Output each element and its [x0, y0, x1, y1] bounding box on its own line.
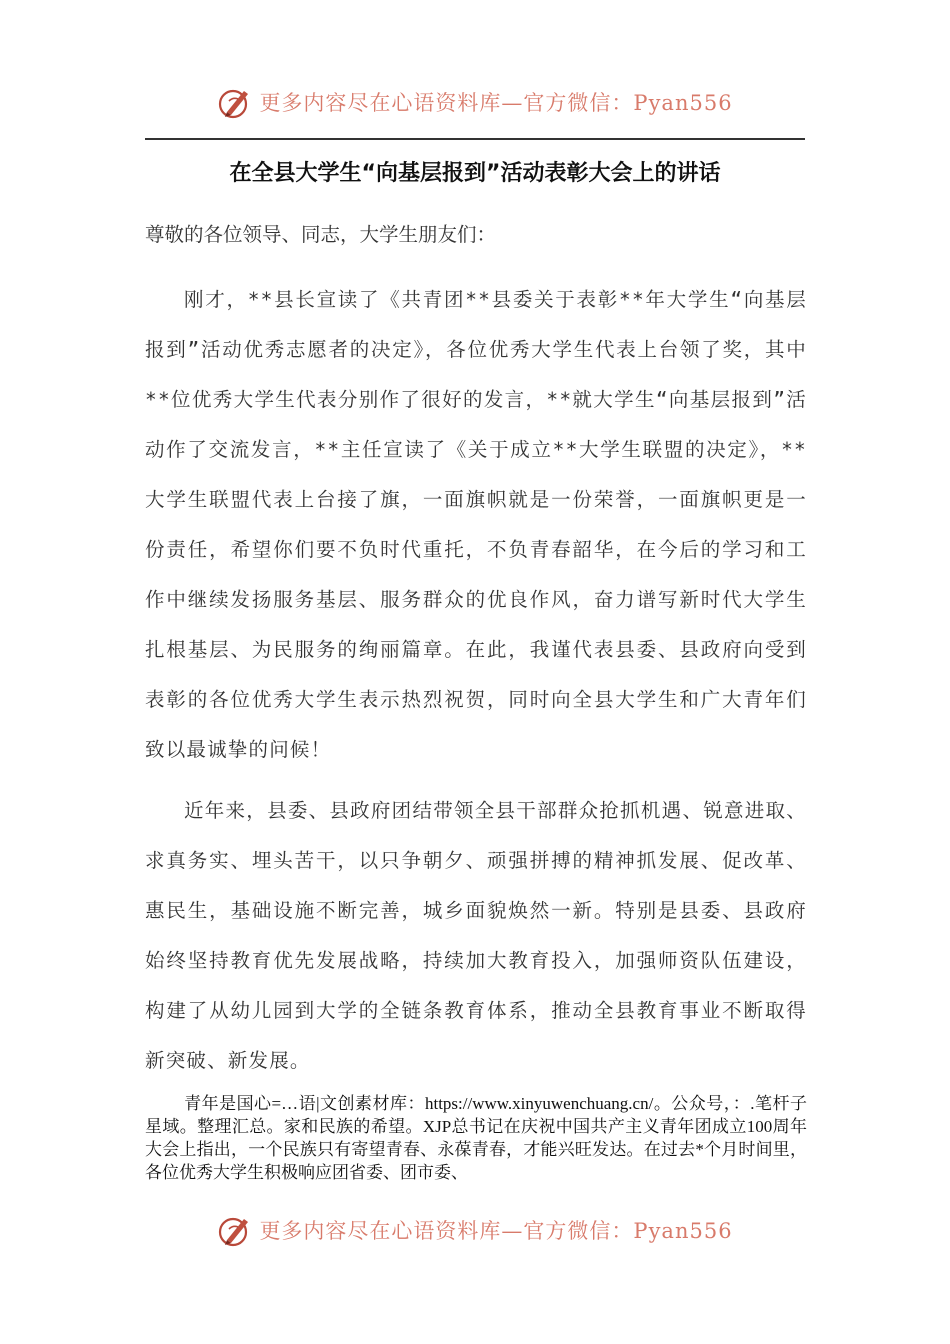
banner-text: 更多内容尽在心语资料库—官方微信：Pyan556	[259, 91, 733, 115]
small-paragraph: 青年是国心=…语|文创素材库：https://www.xinyuwenchuang.cn/。公众号，：.笔杆子星域。整理汇总。家和民族的希望。XJP总书记在庆祝中国共产主义青年团成立100周年大会上指出，一个民族只有寄望青春、永葆青春，才能兴旺发达。在过去*个月时间里，各位优秀大学生积极响应团省委、团市委、	[145, 1094, 807, 1182]
pen-in-circle-icon	[217, 1212, 253, 1248]
banner-text: 更多内容尽在心语资料库—官方微信：Pyan556	[259, 1219, 733, 1243]
document-title: 在全县大学生“向基层报到”活动表彰大会上的讲话	[229, 161, 721, 186]
paragraph: 刚才，**县长宣读了《共青团**县委关于表彰**年大学生“向基层报到”活动优秀志愿者的决定》，各位优秀大学生代表上台领了奖，其中**位优秀大学生代表分别作了很好的发言，**就大学生“向基层报到”活动作了交流发言，**主任宣读了《关于成立**大学生联盟的决定》，**大学生联盟代表上台接了旗，一面旗帜就是一份荣誉，一面旗帜更是一份责任，希望你们要不负时代重托，不负青春韶华，在今后的学习和工作中继续发扬服务基层、服务群众的优良作风，奋力谱写新时代大学生扎根基层、为民服务的绚丽篇章。在此，我谨代表县委、县政府向受到表彰的各位优秀大学生表示热烈祝贺，同时向全县大学生和广大青年们致以最诚挚的问候！	[145, 288, 807, 761]
document-body	[145, 215, 807, 1086]
greeting: 尊敬的各位领导、同志，大学生朋友们：	[145, 223, 497, 246]
paragraph: 近年来，县委、县政府团结带领全县干部群众抢抓机遇、锐意进取、求真务实、埋头苦干，以只争朝夕、顽强拼搏的精神抓发展、促改革、惠民生，基础设施不断完善，城乡面貌焕然一新。特别是县委、县政府始终坚持教育优先发展战略，持续加大教育投入，加强师资队伍建设，构建了从幼儿园到大学的全链条教育体系，推动全县教育事业不断取得新突破、新发展。	[145, 799, 807, 1072]
footer-banner	[0, 1210, 950, 1250]
pen-in-circle-icon	[217, 84, 253, 120]
header-divider	[145, 138, 805, 140]
header-banner	[0, 82, 950, 122]
